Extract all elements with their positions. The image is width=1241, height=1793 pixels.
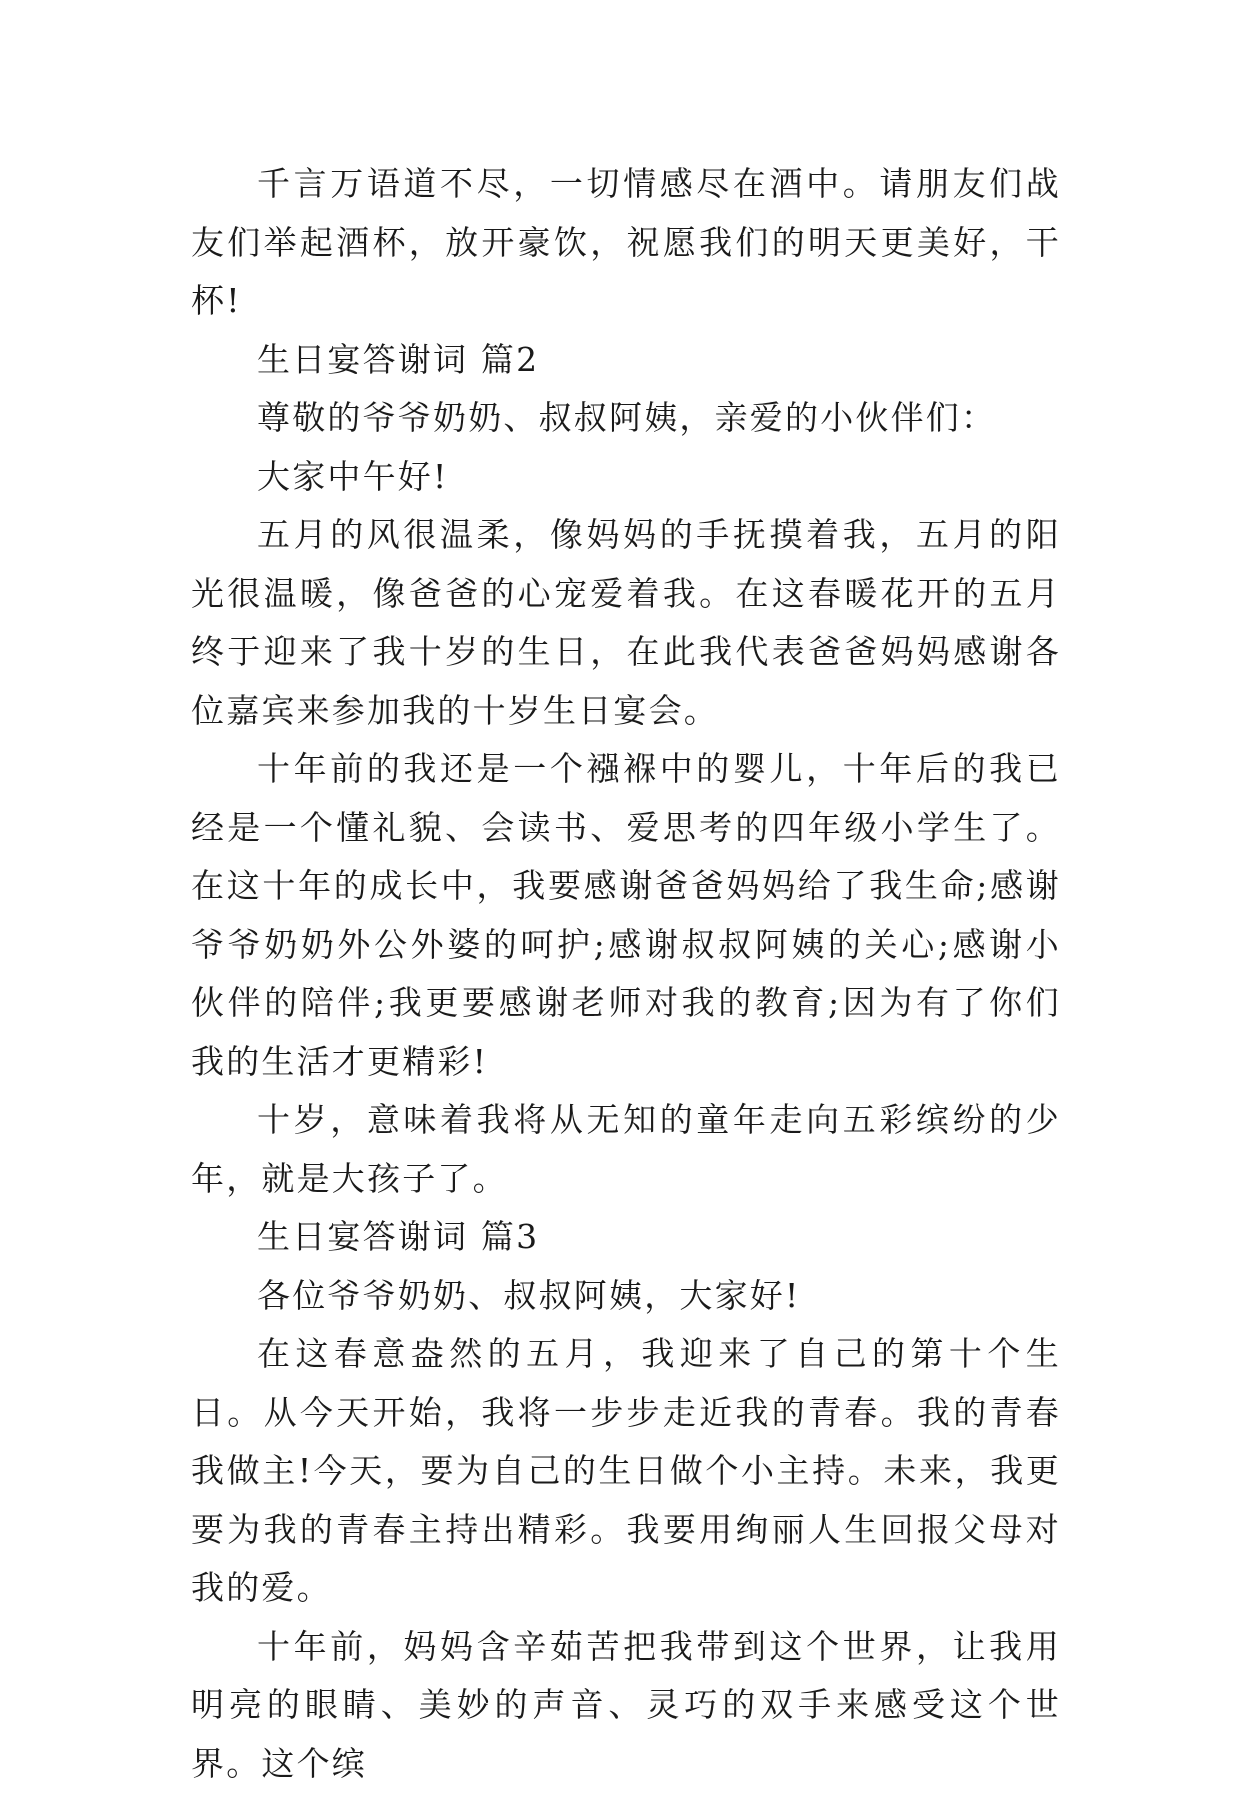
paragraph-ten-years-old: 十岁，意味着我将从无知的童年走向五彩缤纷的少年，就是大孩子了。 xyxy=(191,1091,1061,1208)
paragraph-closing-toast: 千言万语道不尽，一切情感尽在酒中。请朋友们战友们举起酒杯，放开豪饮，祝愿我们的明天更美好，干杯! xyxy=(191,155,1061,331)
paragraph-ten-years-ago: 十年前的我还是一个襁褓中的婴儿，十年后的我已经是一个懂礼貌、会读书、爱思考的四年级小学生了。在这十年的成长中，我要感谢爸爸妈妈给了我生命;感谢爷爷奶奶外公外婆的呵护;感谢叔叔阿姨的关心;感谢小伙伴的陪伴;我更要感谢老师对我的教育;因为有了你们我的生活才更精彩! xyxy=(191,740,1061,1091)
paragraph-spring-may: 在这春意盎然的五月，我迎来了自己的第十个生日。从今天开始，我将一步步走近我的青春。我的青春我做主!今天，要为自己的生日做个小主持。未来，我更要为我的青春主持出精彩。我要用绚丽人生回报父母对我的爱。 xyxy=(191,1325,1061,1618)
paragraph-greeting-3: 各位爷爷奶奶、叔叔阿姨，大家好! xyxy=(191,1267,1061,1326)
paragraph-greeting-2: 大家中午好! xyxy=(191,448,1061,507)
section-heading-2: 生日宴答谢词 篇2 xyxy=(191,331,1061,390)
document-body xyxy=(191,155,1061,1793)
section-heading-3: 生日宴答谢词 篇3 xyxy=(191,1208,1061,1267)
paragraph-may-wind: 五月的风很温柔，像妈妈的手抚摸着我，五月的阳光很温暖，像爸爸的心宠爱着我。在这春暖花开的五月终于迎来了我十岁的生日，在此我代表爸爸妈妈感谢各位嘉宾来参加我的十岁生日宴会。 xyxy=(191,506,1061,740)
paragraph-mother-hardship: 十年前，妈妈含辛茹苦把我带到这个世界，让我用明亮的眼睛、美妙的声音、灵巧的双手来感受这个世界。这个缤 xyxy=(191,1618,1061,1793)
paragraph-salutation-2: 尊敬的爷爷奶奶、叔叔阿姨，亲爱的小伙伴们： xyxy=(191,389,1061,448)
